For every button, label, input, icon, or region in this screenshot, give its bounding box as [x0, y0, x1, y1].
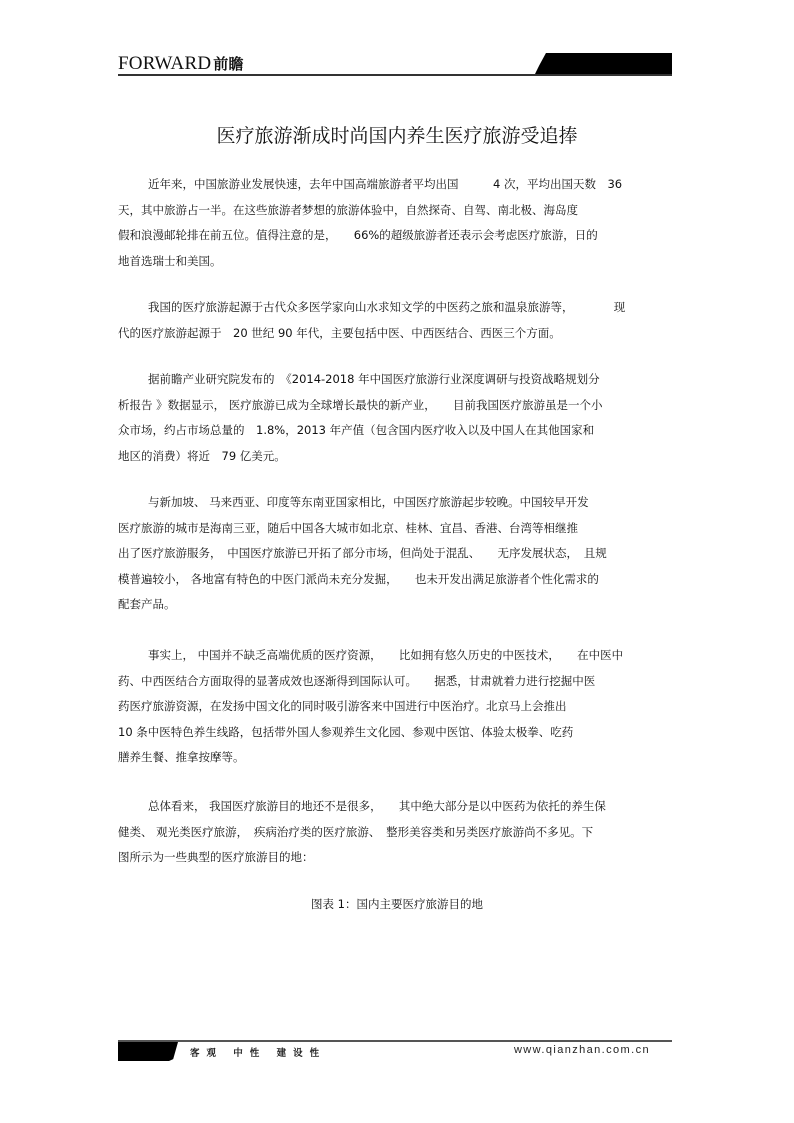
paragraph-1	[118, 172, 674, 274]
footer-slogan: 客观 中性 建设性	[190, 1048, 327, 1059]
paragraph-2	[118, 295, 674, 346]
paragraph-line: 事实上， 中国并不缺乏高端优质的医疗资源， 比如拥有悠久历史的中医技术， 在中医中	[148, 648, 624, 662]
paragraph-4	[118, 490, 674, 618]
paragraph-line: 膳养生餐、推拿按摩等。	[118, 750, 245, 764]
paragraph-6	[118, 794, 674, 871]
page-header	[118, 50, 672, 76]
footer-rule	[118, 1040, 672, 1042]
paragraph-line: 配套产品。	[118, 597, 176, 611]
footer-url[interactable]: www.qianzhan.com.cn	[513, 1044, 650, 1056]
forward-logo	[118, 53, 244, 75]
paragraph-line: 图所示为一些典型的医疗旅游目的地：	[118, 850, 314, 864]
paragraph-3	[118, 367, 674, 469]
header-black-tab	[535, 53, 672, 74]
paragraph-line: 代的医疗旅游起源于 20 世纪 90 年代，主要包括中医、中西医结合、西医三个方面。	[118, 325, 561, 340]
header-rule	[118, 74, 672, 76]
footer-black-tab	[118, 1042, 178, 1061]
paragraph-line: 析报告 》数据显示， 医疗旅游已成为全球增长最快的新产业， 目前我国医疗旅游虽是一个小	[118, 397, 603, 412]
paragraph-line: 健类、 观光类医疗旅游， 疾病治疗类的医疗旅游、 整形美容类和另类医疗旅游尚不多见。下	[118, 824, 594, 839]
document-title: 医疗旅游渐成时尚国内养生医疗旅游受追捧	[216, 125, 578, 147]
paragraph-line: 近年来，中国旅游业发展快速，去年中国高端旅游者平均出国 4 次，平均出国天数 36	[148, 177, 623, 191]
paragraph-line: 10 条中医特色养生线路，包括带外国人参观养生文化园、参观中医馆、体验太极拳、吃药	[118, 724, 574, 739]
paragraph-line: 地首选瑞士和美国。	[118, 253, 222, 268]
logo-cn-text: 前瞻	[213, 55, 244, 73]
paragraph-line: 天，其中旅游占一半。在这些旅游者梦想的旅游体验中，自然探奇、自驾、南北极、海岛度	[118, 202, 578, 217]
paragraph-line: 地区的消费）将近 79 亿美元。	[118, 448, 286, 463]
paragraph-line: 药医疗旅游资源，在发扬中国文化的同时吸引游客来中国进行中医治疗。北京马上会推出	[118, 699, 567, 713]
paragraph-line: 药、中西医结合方面取得的显著成效也逐渐得到国际认可。 据悉，甘肃就着力进行挖掘中医	[118, 673, 596, 688]
paragraph-5	[118, 643, 674, 771]
page-footer	[118, 1040, 672, 1062]
paragraph-line: 医疗旅游的城市是海南三亚，随后中国各大城市如北京、桂林、宜昌、香港、台湾等相继推	[118, 520, 578, 535]
paragraph-line: 据前瞻产业研究院发布的 《2014-2018 年中国医疗旅游行业深度调研与投资战略规划分	[148, 372, 600, 386]
paragraph-line: 假和浪漫邮轮排在前五位。值得注意的是， 66%的超级旅游者还表示会考虑医疗旅游，日的	[118, 228, 598, 242]
paragraph-line: 模普遍较小， 各地富有特色的中医门派尚未充分发掘， 也未开发出满足旅游者个性化需求的	[118, 571, 599, 586]
paragraph-line: 与新加坡、 马来西亚、印度等东南亚国家相比，中国医疗旅游起步较晚。中国较早开发	[148, 495, 589, 509]
paragraph-line: 我国的医疗旅游起源于古代众多医学家向山水求知文学的中医药之旅和温泉旅游等， 现	[148, 300, 626, 314]
figure-caption: 图表 1：国内主要医疗旅游目的地	[311, 897, 483, 911]
logo-text: FORWARD	[118, 53, 212, 74]
paragraph-line: 出了医疗旅游服务， 中国医疗旅游已开拓了部分市场，但尚处于混乱、 无序发展状态， 且规	[118, 546, 607, 560]
paragraph-line: 众市场，约占市场总量的 1.8%，2013 年产值（包含国内医疗收入以及中国人在其他国家和	[118, 423, 595, 437]
paragraph-line: 总体看来， 我国医疗旅游目的地还不是很多， 其中绝大部分是以中医药为依托的养生保	[148, 799, 606, 813]
